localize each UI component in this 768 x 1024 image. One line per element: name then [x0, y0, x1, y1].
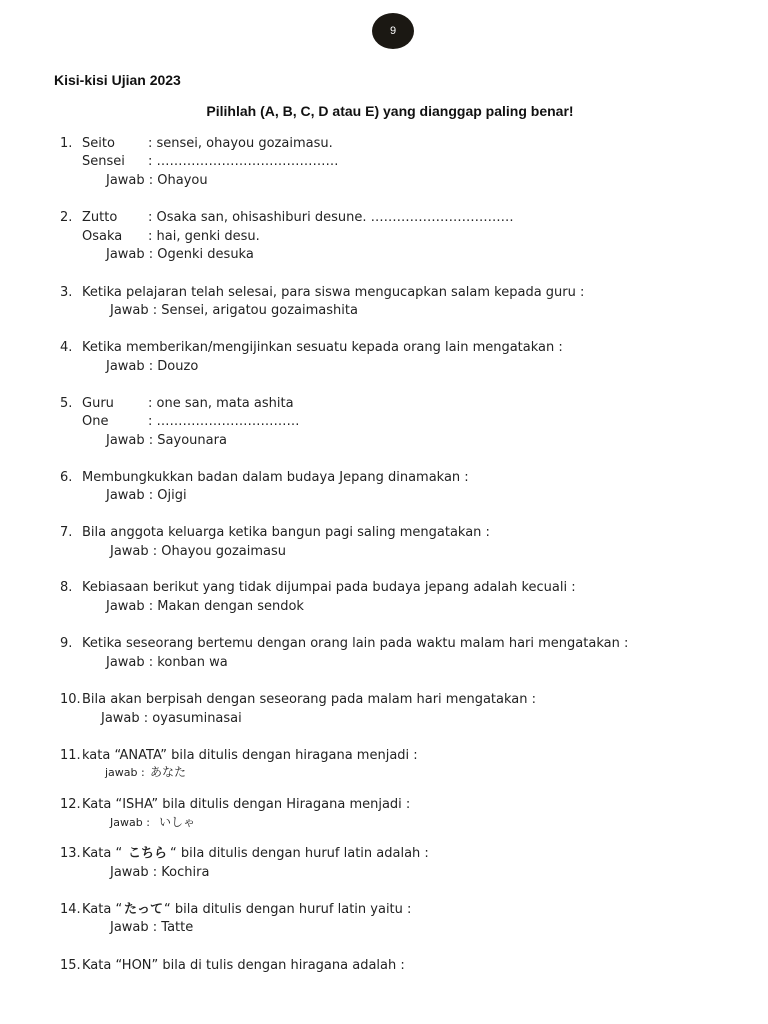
- question-text: Kata “HON” bila di tulis dengan hiragana adalah :: [82, 958, 405, 973]
- answer-text: Jawab : Ojigi: [106, 488, 187, 503]
- speaker-name: Guru: [82, 396, 114, 411]
- question-number: 13.: [60, 846, 81, 861]
- speaker-name: Zutto: [82, 210, 118, 225]
- answer-text: Jawab : Ohayou: [106, 173, 208, 188]
- dialogue-line: : one san, mata ashita: [148, 396, 294, 411]
- question-number: 5.: [60, 396, 73, 411]
- question-text: Membungkukkan badan dalam budaya Jepang dinamakan :: [82, 470, 469, 485]
- answer-label: Jawab :: [110, 816, 150, 829]
- document-title: Kisi-kisi Ujian 2023: [54, 72, 181, 88]
- question-text-suffix: “ bila ditulis dengan huruf latin adalah :: [170, 846, 429, 861]
- answer-text: Jawab : Sensei, arigatou gozaimashita: [110, 303, 358, 318]
- answer-text: Jawab : Sayounara: [106, 433, 227, 448]
- question-number: 2.: [60, 210, 73, 225]
- speaker-name: Seito: [82, 136, 115, 151]
- dialogue-line: : ……………………………: [148, 414, 300, 429]
- question-number: 14.: [60, 902, 81, 917]
- answer-text: Jawab : Tatte: [110, 920, 194, 935]
- answer-text: Jawab : Ogenki desuka: [106, 247, 254, 262]
- answer-hiragana: あなた: [150, 765, 187, 779]
- question-text: Kebiasaan berikut yang tidak dijumpai pada budaya jepang adalah kecuali :: [82, 580, 576, 595]
- dialogue-line: : Osaka san, ohisashiburi desune. ……………………………: [148, 210, 514, 225]
- question-text-prefix: Kata “: [82, 846, 123, 861]
- question-text: kata “ANATA” bila ditulis dengan hiragana menjadi :: [82, 748, 418, 763]
- question-number: 12.: [60, 797, 81, 812]
- question-number: 7.: [60, 525, 73, 540]
- question-number: 8.: [60, 580, 73, 595]
- question-number: 6.: [60, 470, 73, 485]
- answer-text: Jawab : konban wa: [106, 655, 228, 670]
- question-text-prefix: Kata “: [82, 902, 123, 917]
- question-number: 9.: [60, 636, 73, 651]
- question-hiragana: たって: [124, 902, 164, 917]
- instruction-heading: Pilihlah (A, B, C, D atau E) yang dianggap paling benar!: [206, 103, 574, 119]
- speaker-name: Sensei: [82, 154, 125, 169]
- question-number: 3.: [60, 285, 73, 300]
- question-text: Ketika memberikan/mengijinkan sesuatu kepada orang lain mengatakan :: [82, 340, 563, 355]
- dialogue-line: : sensei, ohayou gozaimasu.: [148, 136, 333, 151]
- question-text-suffix: “ bila ditulis dengan huruf latin yaitu :: [164, 902, 412, 917]
- question-number: 1.: [60, 136, 73, 151]
- question-number: 10.: [60, 692, 81, 707]
- question-text: Bila anggota keluarga ketika bangun pagi saling mengatakan :: [82, 525, 490, 540]
- answer-text: Jawab : oyasuminasai: [101, 711, 242, 726]
- answer-text: Jawab : Kochira: [110, 865, 210, 880]
- question-text: Bila akan berpisah dengan seseorang pada malam hari mengatakan :: [82, 692, 536, 707]
- speaker-name: Osaka: [82, 229, 123, 244]
- question-number: 4.: [60, 340, 73, 355]
- question-hiragana: こちら: [128, 846, 168, 861]
- question-text: Ketika pelajaran telah selesai, para siswa mengucapkan salam kepada guru :: [82, 285, 585, 300]
- answer-text: Jawab : Makan dengan sendok: [106, 599, 304, 614]
- question-text: Ketika seseorang bertemu dengan orang lain pada waktu malam hari mengatakan :: [82, 636, 629, 651]
- dialogue-line: : hai, genki desu.: [148, 229, 260, 244]
- speaker-name: One: [82, 414, 109, 429]
- question-number: 15.: [60, 958, 81, 973]
- answer-hiragana: いしゃ: [159, 815, 196, 829]
- question-number: 11.: [60, 748, 81, 763]
- page-number-badge: 9: [372, 13, 414, 49]
- answer-text: Jawab : Ohayou gozaimasu: [110, 544, 287, 559]
- question-text: Kata “ISHA” bila ditulis dengan Hiragana menjadi :: [82, 797, 411, 812]
- answer-label: jawab :: [105, 766, 145, 779]
- dialogue-line: : ……………………………………: [148, 154, 339, 169]
- answer-text: Jawab : Douzo: [106, 359, 199, 374]
